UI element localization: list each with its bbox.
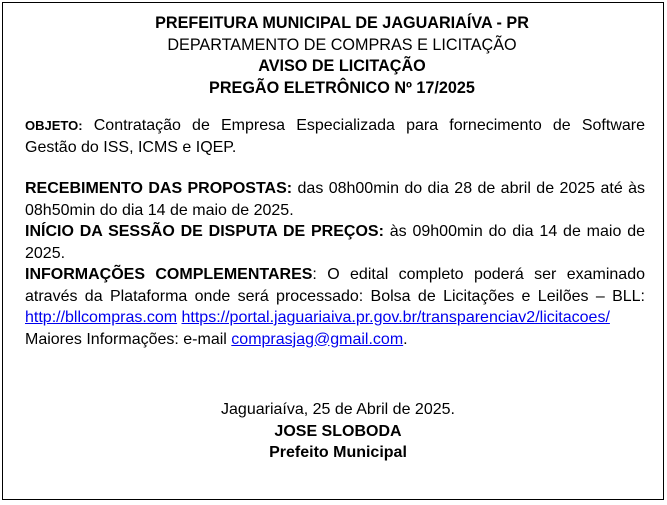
recebimento-label: RECEBIMENTO DAS PROPOSTAS: [25, 180, 293, 197]
department-title: DEPARTAMENTO DE COMPRAS E LICITAÇÃO [167, 35, 517, 54]
portal-link[interactable]: https://portal.jaguariaiva.pr.gov.br/transparenciav2/licitacoes/ [181, 309, 610, 326]
bll-link[interactable]: http://bllcompras.com [25, 309, 178, 326]
objeto-paragraph [25, 115, 645, 158]
objeto-label: OBJETO: [25, 118, 83, 133]
recebimento-text: das 08h00min do dia 28 de abril de 2025 até às 08h50min do dia 14 de maio de 2025. [25, 180, 646, 219]
place-date: Jaguariaíva, 25 de Abril de 2025. [221, 401, 455, 418]
notice-header [3, 13, 663, 99]
notice-frame [2, 2, 664, 500]
inicio-label: INÍCIO DA SESSÃO DE DISPUTA DE PREÇOS: [25, 223, 384, 240]
informacoes-paragraph [25, 264, 645, 350]
informacoes-label: INFORMAÇÕES COMPLEMENTARES [25, 266, 313, 283]
signatory-title: Prefeito Municipal [269, 444, 407, 461]
email-suffix: . [403, 330, 408, 348]
details-section [25, 178, 645, 350]
objeto-text: Contratação de Empresa Especializada para fornecimento de Software Gestão do ISS, ICMS e IQEP. [25, 117, 646, 156]
municipality-title: PREFEITURA MUNICIPAL DE JAGUARIAÍVA - PR [155, 14, 529, 32]
inicio-text: às 09h00min do dia 14 de maio de 2025. [25, 223, 645, 262]
maiores-info-text: Maiores Informações: e-mail [25, 330, 227, 348]
informacoes-text: : O edital completo poderá ser examinado através da Plataforma onde será processado: Bolsa de Licitações e Leilões – BLL: [25, 266, 645, 305]
notice-title: AVISO DE LICITAÇÃO [258, 57, 426, 75]
auction-number: PREGÃO ELETRÔNICO Nº 17/2025 [209, 78, 475, 97]
inicio-paragraph [25, 221, 645, 264]
recebimento-paragraph [25, 178, 645, 221]
signatory-name: JOSE SLOBODA [274, 422, 402, 440]
email-link[interactable]: comprasjag@gmail.com [231, 330, 404, 348]
signature-block [3, 399, 665, 464]
